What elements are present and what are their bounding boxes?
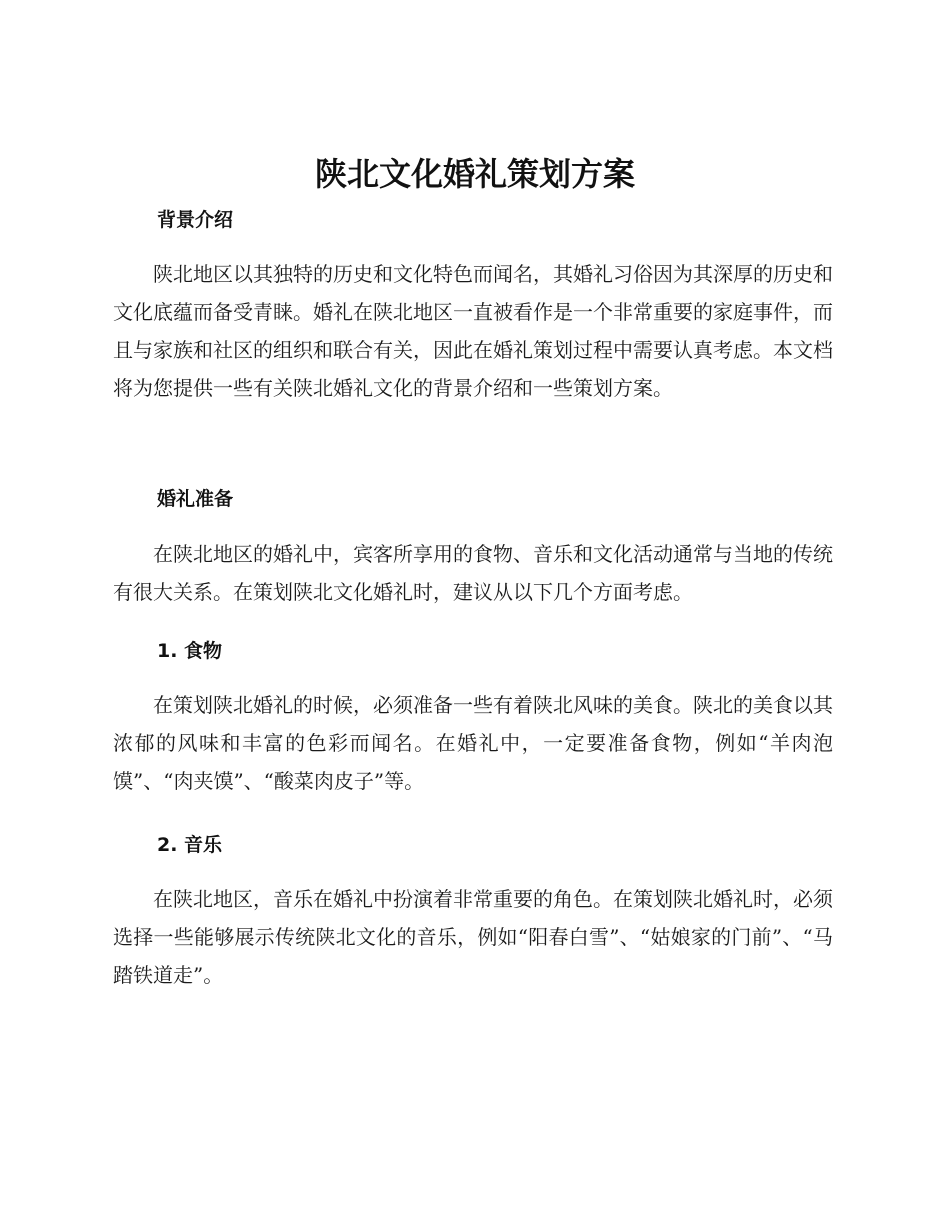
- section-heading-music: 2. 音乐: [157, 834, 223, 856]
- section-body-food: 在策划陕北婚礼的时候，必须准备一些有着陕北风味的美食。陕北的美食以其浓郁的风味和丰富的色彩而闻名。在婚礼中，一定要准备食物，例如“羊肉泡馍”、“肉夹馍”、“酸菜肉皮子”等。: [113, 693, 833, 793]
- section-heading-food: 1. 食物: [157, 640, 223, 662]
- section-body-preparation: 在陕北地区的婚礼中，宾客所享用的食物、音乐和文化活动通常与当地的传统有很大关系。在策划陕北文化婚礼时，建议从以下几个方面考虑。: [113, 542, 833, 604]
- section-heading-background: 背景介绍: [157, 209, 234, 231]
- section-heading-preparation: 婚礼准备: [157, 488, 234, 510]
- document-title: 陕北文化婚礼策划方案: [314, 155, 635, 193]
- section-body-background: 陕北地区以其独特的历史和文化特色而闻名，其婚礼习俗因为其深厚的历史和文化底蕴而备受青睐。婚礼在陕北地区一直被看作是一个非常重要的家庭事件，而且与家族和社区的组织和联合有关，因此在婚礼策划过程中需要认真考虑。本文档将为您提供一些有关陕北婚礼文化的背景介绍和一些策划方案。: [113, 262, 833, 400]
- section-body-music: 在陕北地区，音乐在婚礼中扮演着非常重要的角色。在策划陕北婚礼时，必须选择一些能够展示传统陕北文化的音乐，例如“阳春白雪”、“姑娘家的门前”、“马踏铁道走”。: [113, 887, 833, 987]
